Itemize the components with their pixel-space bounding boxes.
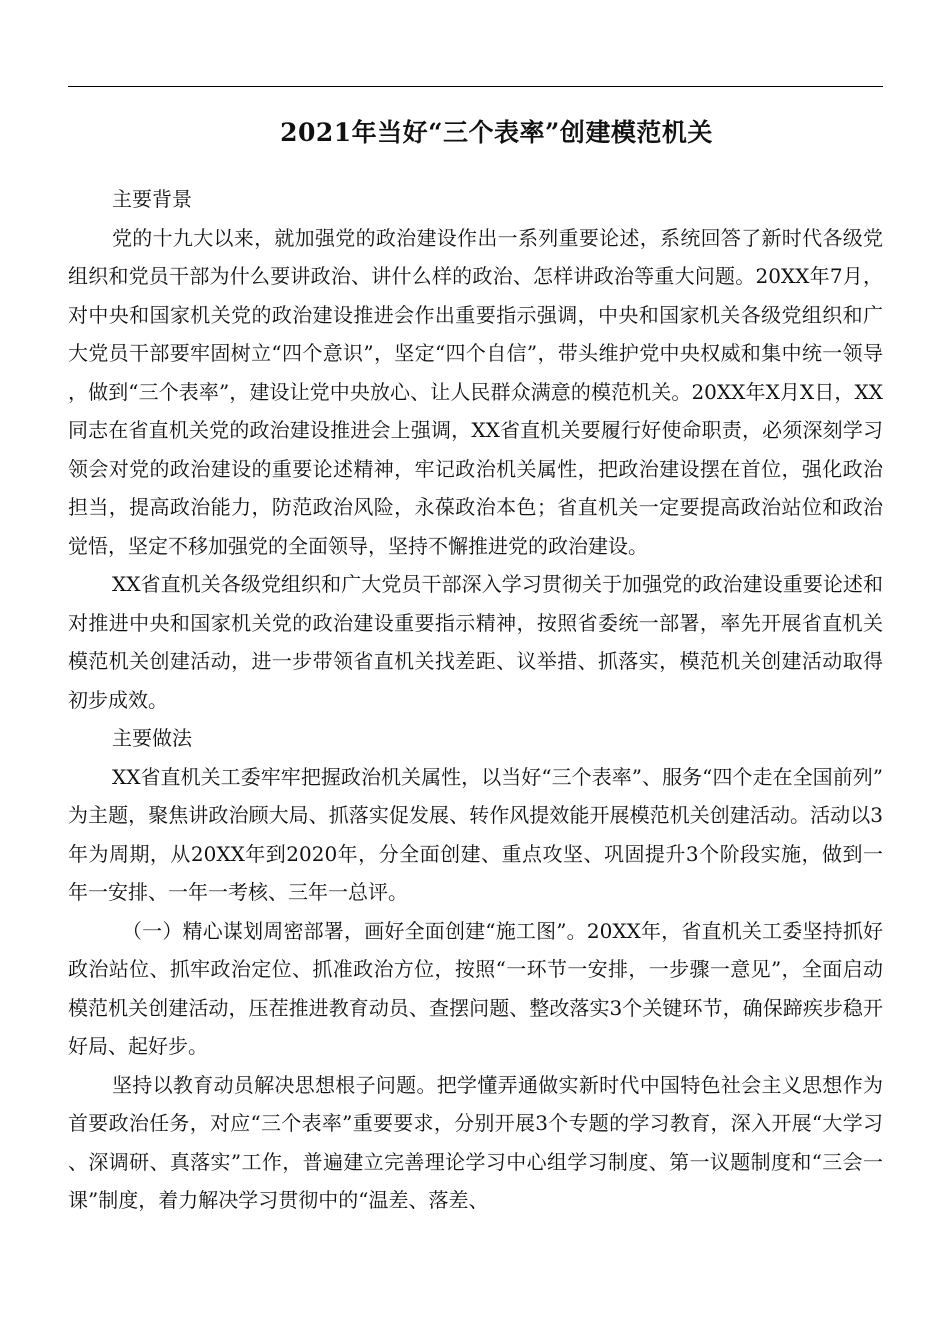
background-paragraph-1: 党的十九大以来，就加强党的政治建设作出一系列重要论述，系统回答了新时代各级党组织和党员干部为什么要讲政治、讲什么样的政治、怎样讲政治等重大问题。20XX年7月，对中央和国家机关党的政治建设推进会作出重要指示强调，中央和国家机关各级党组织和广大党员干部要牢固树立“四个意识”，坚定“四个自信”，带头维护党中央权威和集中统一领导，做到“三个表率”，建设让党中央放心、让人民群众满意的模范机关。20XX年X月X日，XX同志在省直机关党的政治建设推进会上强调，XX省直机关要履行好使命职责，必须深刻学习领会对党的政治建设的重要论述精神，牢记政治机关属性，把政治建设摆在首位，强化政治担当，提高政治能力，防范政治风险，永葆政治本色；省直机关一定要提高政治站位和政治觉悟，坚定不移加强党的全面领导，坚持不懈推进党的政治建设。 [68, 225, 883, 558]
practices-paragraph-3: 坚持以教育动员解决思想根子问题。把学懂弄通做实新时代中国特色社会主义思想作为首要政治任务，对应“三个表率”重要要求，分别开展3个专题的学习教育，深入开展“大学习、深调研、真落实”工作，普遍建立完善理论学习中心组学习制度、第一议题制度和“三会一课”制度，着力解决学习贯彻中的“温差、落差、 [68, 1072, 883, 1212]
document-title: 2021年当好“三个表率”创建模范机关 [280, 117, 713, 147]
practices-paragraph-1: XX省直机关工委牢牢把握政治机关属性，以当好“三个表率”、服务“四个走在全国前列”为主题，聚焦讲政治顾大局、抓落实促发展、转作风提效能开展模范机关创建活动。活动以3年为周期，从20XX年到2020年，分全面创建、重点攻坚、巩固提升3个阶段实施，做到一年一安排、一年一考核、三年一总评。 [68, 764, 883, 904]
section-heading-practices: 主要做法 [112, 726, 192, 750]
header-rule [68, 86, 883, 87]
document-body [68, 180, 883, 1220]
background-paragraph-2: XX省直机关各级党组织和广大党员干部深入学习贯彻关于加强党的政治建设重要论述和对推进中央和国家机关党的政治建设重要指示精神，按照省委统一部署，率先开展省直机关模范机关创建活动，进一步带领省直机关找差距、议举措、抓落实，模范机关创建活动取得初步成效。 [68, 572, 883, 712]
section-heading-background: 主要背景 [112, 187, 192, 211]
practices-paragraph-2: （一）精心谋划周密部署，画好全面创建“施工图”。20XX年，省直机关工委坚持抓好政治站位、抓牢政治定位、抓准政治方位，按照“一环节一安排，一步骤一意见”，全面启动模范机关创建活动，压茬推进教育动员、查摆问题、整改落实3个关键环节，确保蹄疾步稳开好局、起好步。 [68, 918, 883, 1058]
